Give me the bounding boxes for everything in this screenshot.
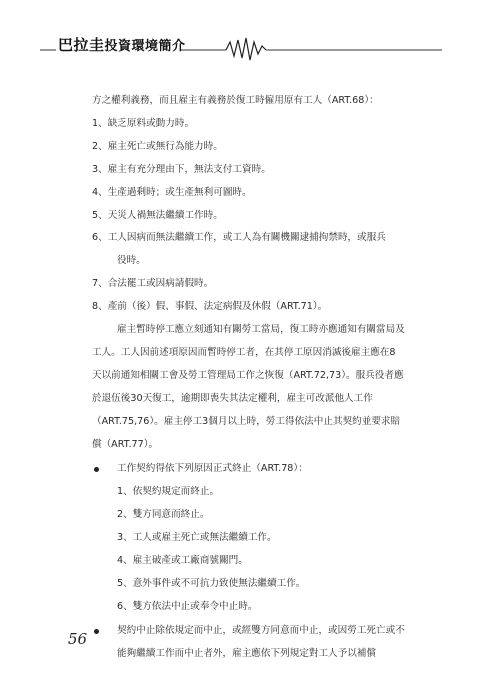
bullet-item: 工作契約得依下列原因正式終止（ART.78）： [117,463,308,474]
paragraph-line: 天以前通知相關工會及勞工管理局工作之恢復（ART.72,73）。服兵役者應 [92,370,404,381]
list-item: 6、雙方依法中止或奉令中止時。 [117,601,258,612]
header-title [58,34,186,55]
header-title-sub: 投資環境簡介 [104,39,186,54]
list-item: 3、雇主有充分理由下，無法支付工資時。 [92,164,271,175]
list-item: 6、工人因病而無法繼續工作，或工人為有關機關逮捕拘禁時，或服兵 [92,232,386,243]
header-title-main: 巴拉圭 [58,36,105,54]
page-number: 56 [68,630,88,648]
list-item: 2、雇主死亡或無行為能力時。 [92,141,223,152]
list-item: 3、工人或雇主死亡或無法繼續工作。 [117,532,277,543]
list-item: 5、意外事件或不可抗力致使無法繼續工作。 [117,578,306,589]
running-header [0,0,480,70]
bullet-item: 契約中止除依規定而中止，或經雙方同意而中止，或因勞工死亡或不 [117,625,405,636]
list-item: 5、天災人禍無法繼續工作時。 [92,210,223,221]
list-item: 1、依契約規定而終止。 [117,486,220,497]
paragraph-line: （ART.75,76）。雇主停工3個月以上時，勞工得依法中止其契約並要求賠 [92,416,401,427]
bullet-icon [94,467,99,472]
list-item: 2、雙方同意而終止。 [117,509,210,520]
pulse-line-icon [226,38,266,60]
list-item: 8、產前（後）假、事假、法定病假及休假（ART.71）。 [92,301,328,312]
paragraph-line: 雇主暫時停工應立刻通知有關勞工當局，復工時亦應通知有關當局及 [117,324,405,335]
list-item: 1、缺乏原料或動力時。 [92,118,195,129]
list-item: 4、雇主破產或工廠商號關門。 [117,555,248,566]
paragraph-line: 於退伍後30天復工，逾期即喪失其法定權利，雇主可改派他人工作 [92,393,373,404]
list-item: 4、生產過剩時；或生產無利可圖時。 [92,187,252,198]
bullet-icon [94,629,99,634]
paragraph-line: 工人。工人因前述項原因而暫時停工者，在其停工原因消滅後雇主應在8 [92,347,396,358]
paragraph-line: 償（ART.77）。 [92,439,159,450]
text-line: 方之權利義務，而且雇主有義務於復工時僱用原有工人（ART.68）： [92,95,379,106]
list-item: 7、合法罷工或因病請假時。 [92,278,214,289]
list-item-continuation: 役時。 [117,255,146,266]
paragraph-line: 能夠繼續工作而中止者外，雇主應依下列規定對工人予以補償 [117,648,377,659]
